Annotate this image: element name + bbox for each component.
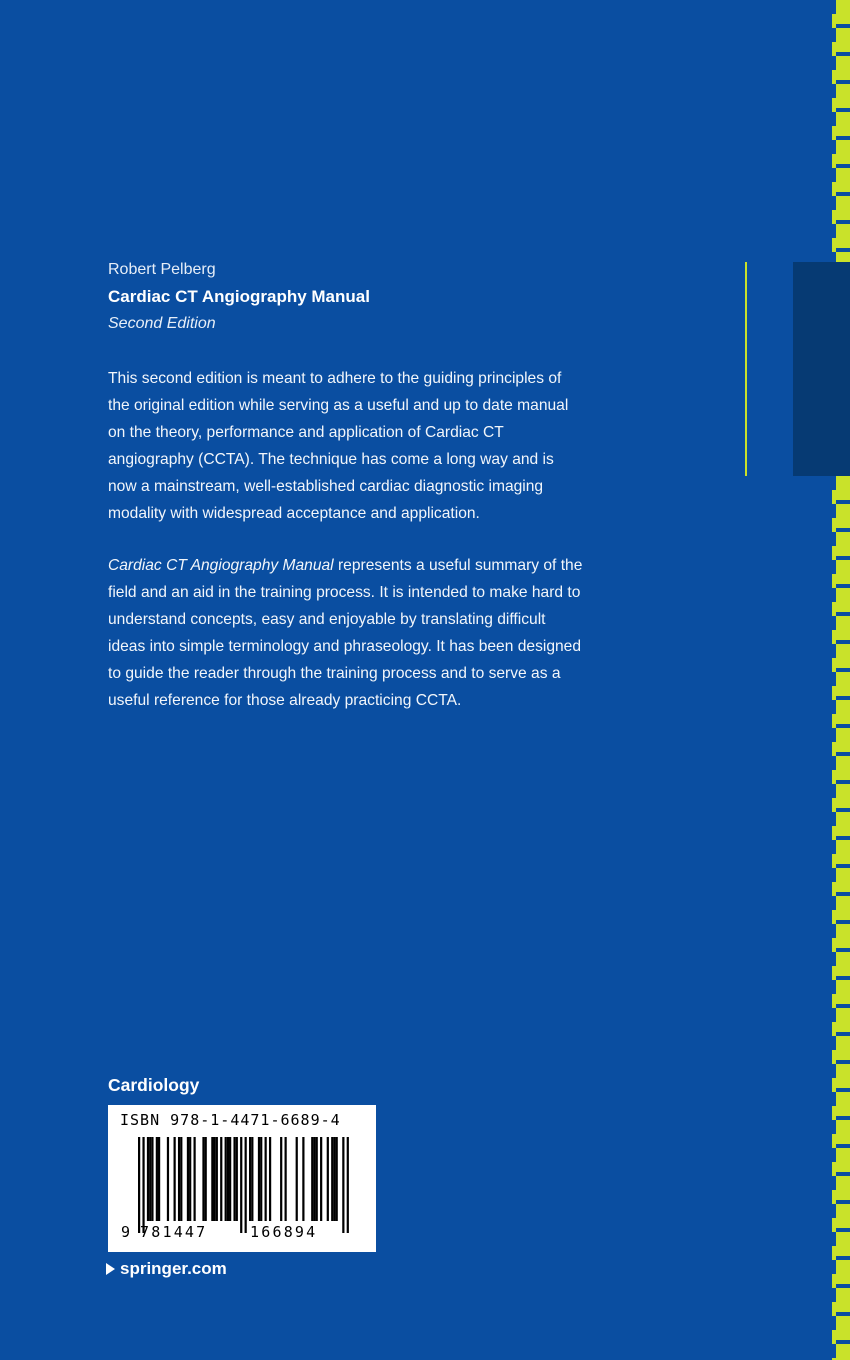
spine-block [793, 262, 850, 476]
barcode-bar [265, 1137, 267, 1221]
arrow-right-icon [106, 1263, 115, 1275]
paragraph-title-italic: Cardiac CT Angiography Manual [108, 557, 334, 574]
barcode-bar [327, 1137, 329, 1221]
category-label: Cardiology [108, 1075, 200, 1095]
barcode-bar [216, 1137, 218, 1221]
accent-line [745, 262, 747, 476]
barcode-bar [316, 1137, 318, 1221]
author-name: Robert Pelberg [108, 261, 216, 278]
barcode-bar [147, 1137, 149, 1221]
description-paragraph-1: This second edition is meant to adhere to the guiding principles of the original edition while serving as a useful and up to date manual on the theory, performance and application of Cardiac CT angiography (CCTA). The technique has come a long way and is now a mainstream, well-established cardiac diagnostic imaging modality with widespread acceptance and application. [108, 370, 569, 522]
barcode-bar [189, 1137, 191, 1221]
barcode-bar [225, 1137, 227, 1221]
barcode-bar [331, 1137, 333, 1221]
book-title: Cardiac CT Angiography Manual [108, 287, 370, 306]
barcode-bar [280, 1137, 282, 1221]
barcode-bar [220, 1137, 222, 1221]
barcode-bar [174, 1137, 176, 1221]
barcode-bar [233, 1137, 235, 1221]
barcode-bar [313, 1137, 315, 1221]
ean-first-digit: 9 [121, 1223, 133, 1241]
barcode-bar [211, 1137, 213, 1221]
edge-decoration [832, 0, 850, 1360]
barcode-bar [138, 1137, 140, 1233]
barcode-bar [260, 1137, 262, 1221]
barcode-bar [158, 1137, 160, 1221]
ean-left-digits: 781447 [140, 1223, 208, 1241]
website-link[interactable] [106, 1257, 227, 1281]
barcode-bar [285, 1137, 287, 1221]
barcode-bar [156, 1137, 158, 1221]
isbn-barcode [108, 1105, 376, 1252]
website-text: springer.com [120, 1259, 227, 1278]
barcode-bar [205, 1137, 207, 1221]
barcode-bar [249, 1137, 251, 1221]
barcode-bar [151, 1137, 153, 1221]
barcode-bar [167, 1137, 169, 1221]
barcode-bar [142, 1137, 144, 1233]
barcode-bar [296, 1137, 298, 1221]
isbn-label: ISBN 978-1-4471-6689-4 [120, 1111, 341, 1129]
barcode-bar [240, 1137, 242, 1233]
book-edition: Second Edition [108, 315, 216, 332]
barcode-bar [245, 1137, 247, 1233]
barcode-bar [302, 1137, 304, 1221]
barcode-bar [227, 1137, 229, 1221]
barcode-bar [213, 1137, 215, 1221]
barcode-bar [269, 1137, 271, 1221]
barcode-bar [229, 1137, 231, 1221]
barcode-bar [251, 1137, 253, 1221]
barcode-bar [320, 1137, 322, 1221]
barcode-bar [347, 1137, 349, 1233]
barcode-bar [258, 1137, 260, 1221]
barcode-bar [333, 1137, 335, 1221]
barcode-bar [149, 1137, 151, 1221]
barcode-bar [194, 1137, 196, 1221]
barcode-bar [311, 1137, 313, 1221]
barcode-bar [342, 1137, 344, 1233]
barcode-bar [336, 1137, 338, 1221]
ean-right-digits: 166894 [250, 1223, 318, 1241]
barcode-bar [178, 1137, 180, 1221]
barcode-bar [202, 1137, 204, 1221]
barcode-bar [236, 1137, 238, 1221]
paragraph-body: represents a useful summary of the field and an aid in the training process. It is intended to make hard to understand concepts, easy and enjoyable by translating difficult ideas into simple terminology and phraseology. It has been designed to guide the reader through the training process and to serve as a useful reference for those already practicing CCTA. [108, 557, 583, 709]
barcode-bar [180, 1137, 182, 1221]
description-paragraph-2 [108, 552, 583, 714]
barcode-bar [187, 1137, 189, 1221]
